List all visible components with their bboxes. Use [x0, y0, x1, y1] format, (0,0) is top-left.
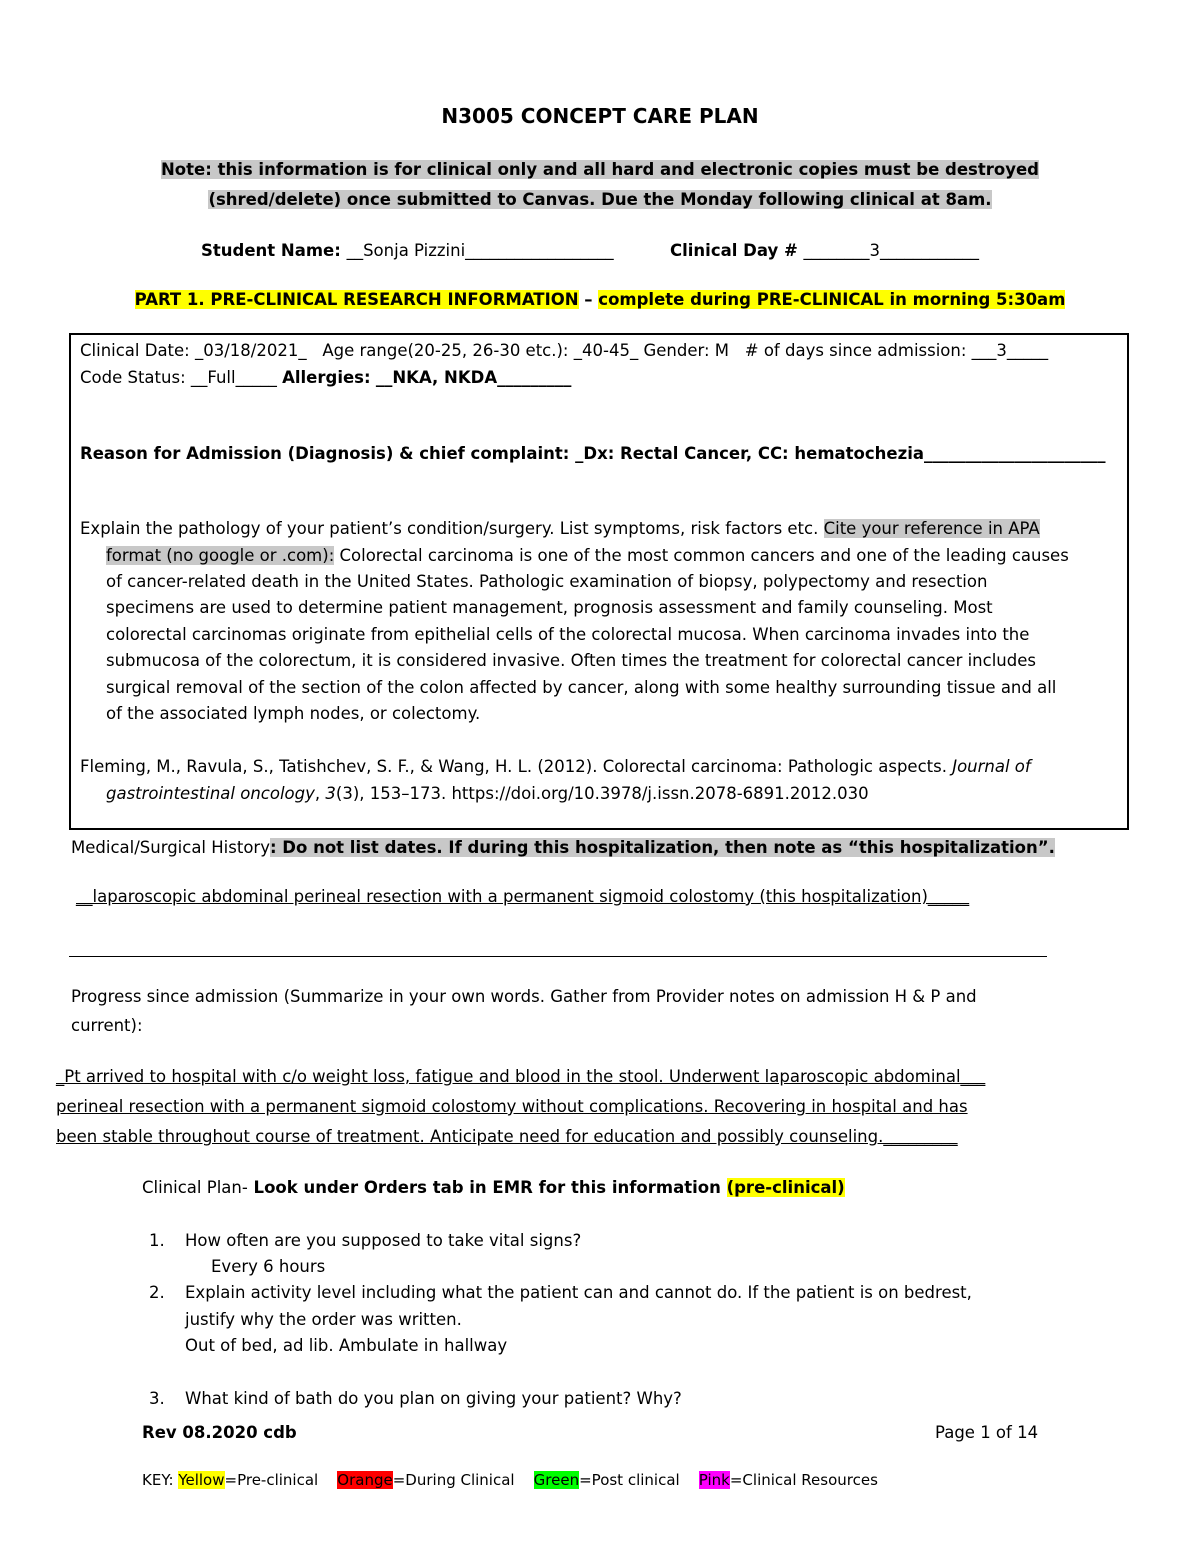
plan-question: What kind of bath do you plan on giving your patient? Why? [185, 1389, 682, 1408]
note-line-2: (shred/delete) once submitted to Canvas. Due the Monday following clinical at 8am. [208, 190, 992, 209]
code-status-value[interactable]: __Full_____ [190, 368, 277, 387]
progress-text[interactable]: been stable throughout course of treatment. Anticipate need for education and possibly counseling._________ [56, 1127, 958, 1146]
plan-answer[interactable]: Out of bed, ad lib. Ambulate in hallway [185, 1336, 508, 1355]
pathology-text[interactable]: colorectal carcinomas originate from epithelial cells of the colorectal mucosa. When carcinoma invades into the [106, 625, 1030, 644]
clinical-date-row: Clinical Date: _03/18/2021_ Age range(20-25, 26-30 etc.): _40-45_ Gender: M # of days since admission: ___3_____ [80, 341, 1049, 360]
plan-question: justify why the order was written. [185, 1310, 462, 1329]
color-key: KEY: Yellow=Pre-clinical Orange=During Clinical Green=Post clinical Pink=Clinical Resources [142, 1471, 878, 1489]
progress-label-2: current): [71, 1016, 143, 1035]
key-green-swatch: Green [533, 1471, 580, 1489]
key-orange-swatch: Orange [337, 1471, 393, 1489]
clinical-day-label: Clinical Day # [670, 241, 798, 260]
clinical-day-row [670, 241, 979, 260]
days-since-admission-value[interactable]: ___3_____ [971, 341, 1049, 360]
page-title: N3005 CONCEPT CARE PLAN [441, 104, 759, 128]
progress-text[interactable]: perineal resection with a permanent sigmoid colostomy without complications. Recovering in hospital and has [56, 1097, 968, 1116]
progress-label-1: Progress since admission (Summarize in your own words. Gather from Provider notes on admission H & P and [71, 987, 977, 1006]
pathology-text[interactable]: surgical removal of the section of the colon affected by cancer, along with some healthy surrounding tissue and all [106, 678, 1057, 697]
clinical-plan-heading: Clinical Plan- Look under Orders tab in EMR for this information (pre-clinical) [142, 1178, 845, 1197]
clinical-date-value[interactable]: _03/18/2021_ [195, 341, 307, 360]
reference-line-2: gastrointestinal oncology, 3(3), 153–173. https://doi.org/10.3978/j.issn.2078-6891.2012.030 [106, 784, 869, 803]
page-number: Page 1 of 14 [935, 1423, 1039, 1442]
reason-value[interactable]: _Dx: Rectal Cancer, CC: hematochezia______________________ [575, 444, 1106, 463]
pathology-line-2: format (no google or .com): Colorectal carcinoma is one of the most common cancers and one of the leading causes [106, 546, 1069, 565]
note-line-1: Note: this information is for clinical only and all hard and electronic copies must be destroyed [161, 160, 1039, 179]
key-yellow-swatch: Yellow [178, 1471, 225, 1489]
code-status-row: Code Status: __Full_____ Allergies: __NKA, NKDA_________ [80, 368, 572, 387]
plan-question: How often are you supposed to take vital signs? [185, 1231, 582, 1250]
reference-line-1: Fleming, M., Ravula, S., Tatishchev, S. F., & Wang, H. L. (2012). Colorectal carcinoma: Pathologic aspects. Journal of [80, 757, 1031, 776]
gender-text[interactable]: Gender: M [643, 341, 730, 360]
list-number: 2. [149, 1283, 165, 1302]
key-pink-swatch: Pink [698, 1471, 730, 1489]
student-name-value[interactable]: __Sonja Pizzini__________________ [346, 241, 614, 260]
age-range-value[interactable]: _40-45_ [573, 341, 639, 360]
pathology-text[interactable]: specimens are used to determine patient management, prognosis assessment and family counseling. Most [106, 598, 993, 617]
progress-text[interactable]: _Pt arrived to hospital with c/o weight loss, fatigue and blood in the stool. Underwent laparoscopic abdominal___ [56, 1067, 986, 1086]
plan-question: Explain activity level including what the patient can and cannot do. If the patient is on bedrest, [185, 1283, 972, 1302]
clinical-day-value[interactable]: ________3____________ [803, 241, 980, 260]
reference-doi-link[interactable]: (3), 153–173. https://doi.org/10.3978/j.issn.2078-6891.2012.030 [335, 784, 869, 803]
student-name-row [201, 241, 614, 260]
pathology-text[interactable]: submucosa of the colorectum, it is considered invasive. Often times the treatment for colorectal cancer includes [106, 651, 1036, 670]
history-value[interactable]: __laparoscopic abdominal perineal resection with a permanent sigmoid colostomy (this hospitalization)_____ [76, 887, 970, 906]
history-blank-line[interactable] [69, 956, 1047, 957]
part1-heading: PART 1. PRE-CLINICAL RESEARCH INFORMATION – complete during PRE-CLINICAL in morning 5:30am [134, 290, 1066, 309]
list-number: 1. [149, 1231, 165, 1250]
pathology-line-1: Explain the pathology of your patient’s condition/surgery. List symptoms, risk factors etc. Cite your reference in APA [80, 519, 1040, 538]
reason-row: Reason for Admission (Diagnosis) & chief complaint: _Dx: Rectal Cancer, CC: hematochezia______________________ [80, 444, 1106, 463]
list-number: 3. [149, 1389, 165, 1408]
pathology-text[interactable]: of the associated lymph nodes, or colectomy. [106, 704, 481, 723]
pathology-text[interactable]: of cancer-related death in the United States. Pathologic examination of biopsy, polypectomy and resection [106, 572, 988, 591]
student-name-label: Student Name: [201, 241, 341, 260]
history-label-row: Medical/Surgical History: Do not list dates. If during this hospitalization, then note as “this hospitalization”. [71, 838, 1055, 857]
plan-answer[interactable]: Every 6 hours [211, 1257, 326, 1276]
revision-label: Rev 08.2020 cdb [142, 1423, 297, 1442]
allergies-value[interactable]: __NKA, NKDA_________ [375, 368, 572, 387]
